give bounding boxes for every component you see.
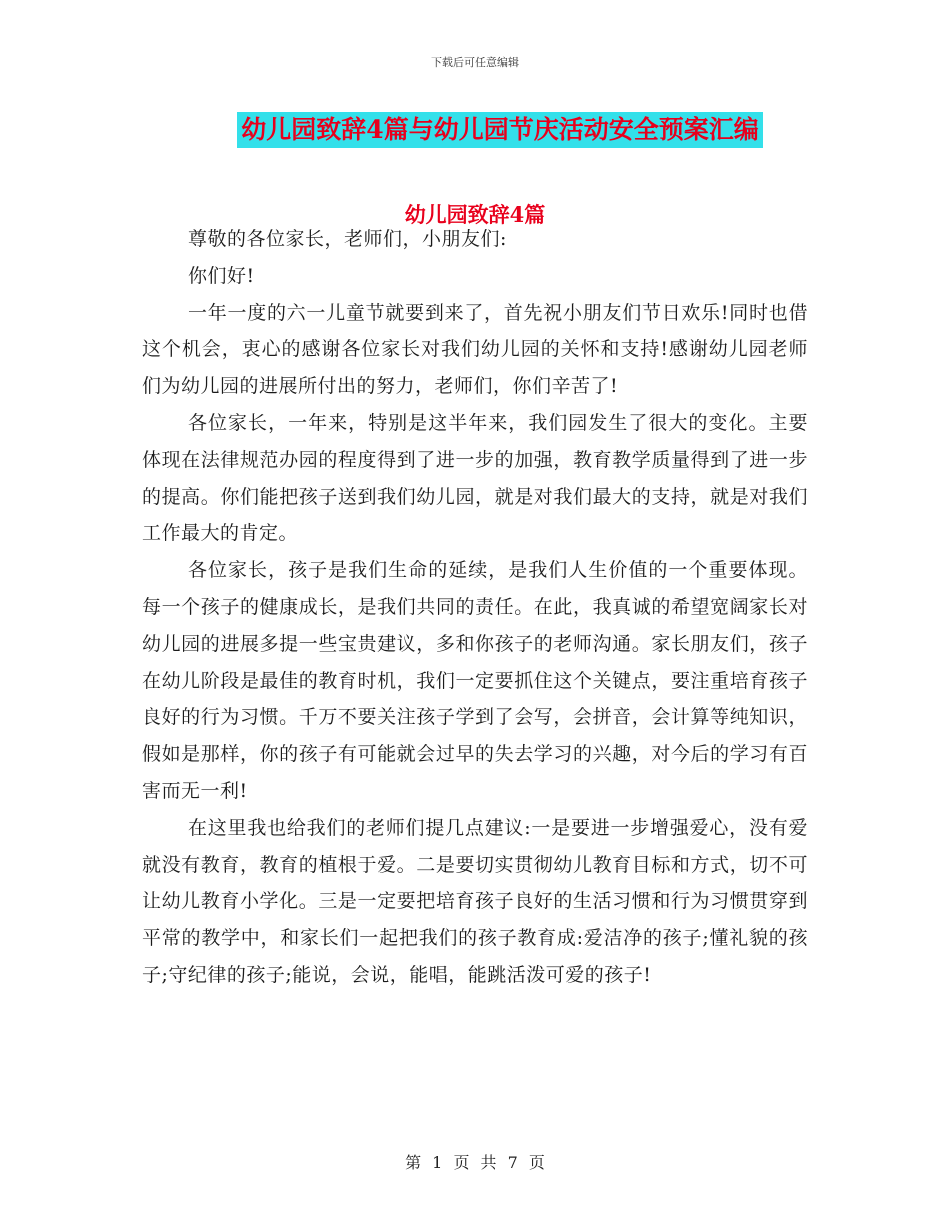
paragraph: 在这里我也给我们的老师们提几点建议:一是要进一步增强爱心，没有爱就没有教育，教育的植根于爱。二是要切实贯彻幼儿教育目标和方式，切不可让幼儿教育小学化。三是一定要把培育孩子良好的生活习惯和行为习惯贯穿到平常的教学中，和家长们一起把我们的孩子教育成:爱洁净的孩子;懂礼貌的孩子;守纪律的孩子;能说，会说，能唱，能跳活泼可爱的孩子! [142, 816, 808, 986]
paragraph: 各位家长，孩子是我们生命的延续，是我们人生价值的一个重要体现。每一个孩子的健康成长，是我们共同的责任。在此，我真诚的希望宽阔家长对幼儿园的进展多提一些宝贵建议，多和你孩子的老师沟通。家长朋友们，孩子在幼儿阶段是最佳的教育时机，我们一定要抓住这个关键点，要注重培育孩子良好的行为习惯。千万不要关注孩子学到了会写，会拼音，会计算等纯知识，假如是那样，你的孩子有可能就会过早的失去学习的兴趣，对今后的学习有百害而无一利! [142, 559, 808, 802]
document-title: 幼儿园致辞4篇与幼儿园节庆活动安全预案汇编 [237, 112, 762, 148]
paragraph: 各位家长，一年来，特别是这半年来，我们园发生了很大的变化。主要体现在法律规范办园的程度得到了进一步的加强，教育教学质量得到了进一步的提高。你们能把孩子送到我们幼儿园，就是对我们最大的支持，就是对我们工作最大的肯定。 [142, 411, 808, 545]
section-title: 幼儿园致辞4篇 [404, 202, 546, 227]
salutation: 尊敬的各位家长，老师们，小朋友们: [188, 228, 507, 250]
document-body [142, 221, 808, 994]
header-note: 下载后可任意编辑 [431, 56, 519, 69]
document-title-container [0, 112, 950, 148]
greeting: 你们好! [188, 264, 255, 287]
page-number-footer: 第 1 页 共 7 页 [405, 1153, 545, 1172]
paragraph: 一年一度的六一儿童节就要到来了，首先祝小朋友们节日欢乐!同时也借这个机会，衷心的感谢各位家长对我们幼儿园的关怀和支持!感谢幼儿园老师们为幼儿园的进展所付出的努力，老师们，你们辛苦了! [142, 301, 808, 398]
